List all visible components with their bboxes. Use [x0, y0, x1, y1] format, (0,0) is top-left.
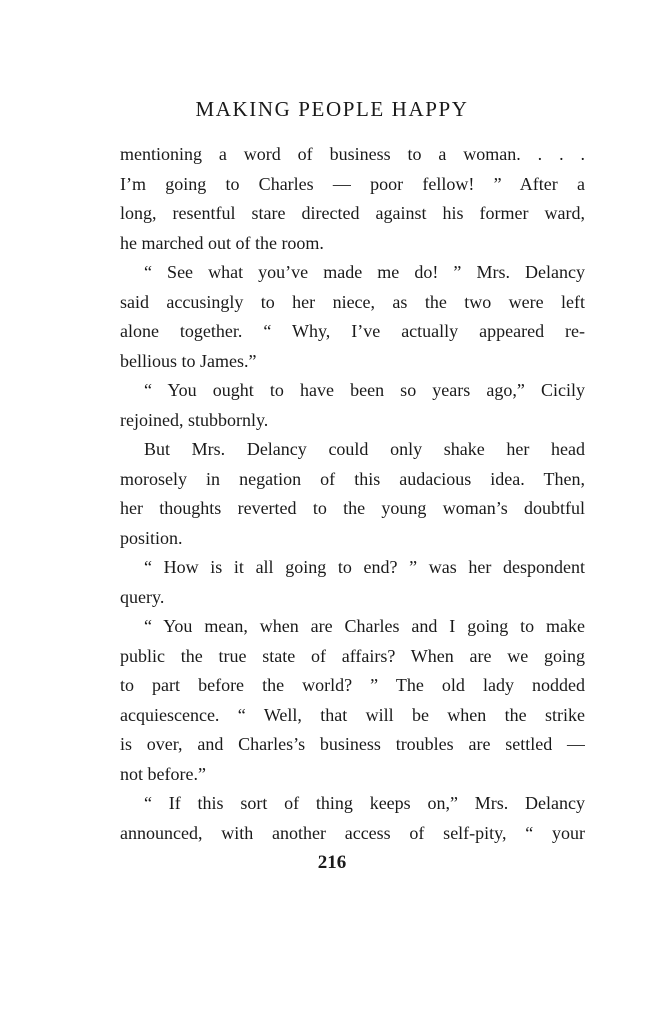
body-text	[120, 140, 585, 848]
text-line: public the true state of affairs? When are we going	[120, 645, 585, 666]
text-line: announced, with another access of self-pity, “ your	[120, 822, 585, 843]
text-line: to part before the world? ” The old lady nodded	[120, 675, 585, 695]
text-line: alone together. “ Why, I’ve actually appeared re-	[120, 321, 585, 341]
text-line: bellious to James.”	[120, 350, 257, 371]
text-line: position.	[120, 527, 183, 548]
text-line: “ How is it all going to end? ” was her despondent	[144, 557, 585, 577]
text-line: long, resentful stare directed against his former ward,	[120, 203, 585, 223]
text-line: acquiescence. “ Well, that will be when the strike	[120, 704, 585, 725]
text-line: morosely in negation of this audacious idea. Then,	[120, 468, 585, 489]
text-line: rejoined, stubbornly.	[120, 409, 269, 430]
text-line: “ You mean, when are Charles and I going to make	[144, 616, 585, 636]
page-number: 216	[317, 852, 347, 873]
text-line: “ See what you’ve made me do! ” Mrs. Delancy	[144, 262, 585, 282]
text-line: But Mrs. Delancy could only shake her head	[144, 439, 585, 459]
text-line: not before.”	[120, 763, 206, 784]
text-line: mentioning a word of business to a woman. . . .	[120, 144, 585, 164]
text-line: her thoughts reverted to the young woman’s doubtful	[120, 498, 585, 518]
text-line: “ If this sort of thing keeps on,” Mrs. Delancy	[144, 793, 585, 813]
running-header: MAKING PEOPLE HAPPY	[195, 97, 469, 121]
text-line: I’m going to Charles — poor fellow! ” After a	[120, 173, 585, 194]
text-line: “ You ought to have been so years ago,” Cicily	[144, 380, 585, 400]
text-line: is over, and Charles’s business troubles are settled —	[120, 734, 585, 754]
text-line: query.	[120, 586, 165, 607]
text-line: he marched out of the room.	[120, 232, 324, 253]
text-line: said accusingly to her niece, as the two were left	[120, 291, 585, 312]
